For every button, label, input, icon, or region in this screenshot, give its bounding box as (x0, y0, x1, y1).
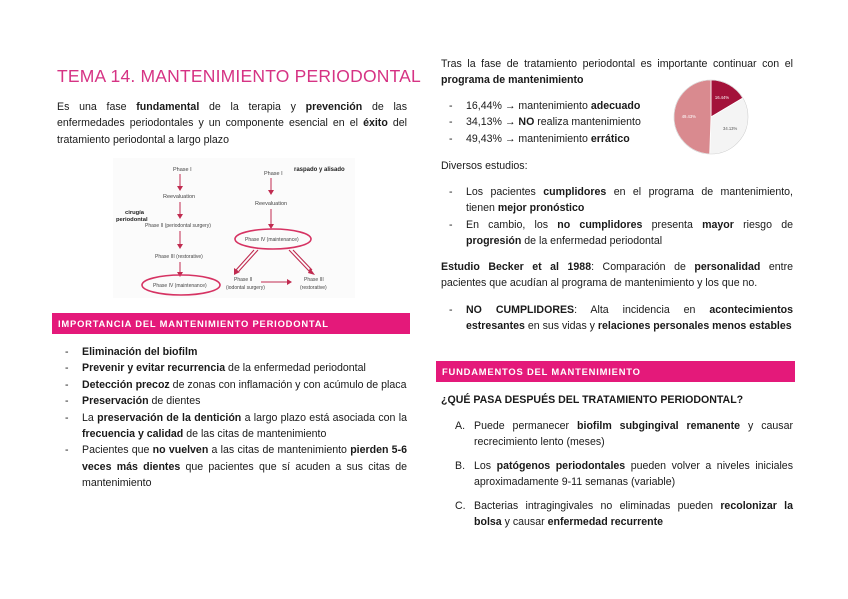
list-item: - La preservación de la dentición a largo plazo está asociada con la frecuencia y calidad de las citas de mantenimiento (57, 410, 407, 443)
list-item: - Eliminación del biofilm (57, 344, 407, 360)
diagram-right-phase2-b: (iodontal surgery) (226, 285, 265, 291)
becker-paragraph: Estudio Becker et al 1988: Comparación de personalidad entre pacientes que acudían al programa de mantenimiento y los que no. (441, 261, 793, 290)
right-intro: Tras la fase de tratamiento periodontal es importante continuar con el programa de mantenimiento (441, 58, 793, 87)
banner-importancia: IMPORTANCIA DEL MANTENIMIENTO PERIODONTAL (52, 313, 410, 334)
becker-list (441, 302, 793, 335)
list-item: C. Bacterias intragingivales no eliminadas pueden recolonizar la bolsa y causar enfermedad recurrente (455, 499, 793, 529)
pie-label: 16.44% (714, 95, 730, 101)
estudios-list (441, 184, 793, 250)
estudios-heading: Diversos estudios: (441, 160, 528, 172)
diagram-label-cirugia-1: cirugía (125, 210, 145, 216)
diagram-left-phase2: Phase II (periodontal surgery) (145, 223, 211, 229)
diagram-left-phase4: Phase IV (maintenance) (153, 283, 207, 289)
diagram-label-raspado: raspado y alisado (294, 167, 345, 173)
diagram-right-reeval: Reevaluation (255, 201, 288, 207)
diagram-left-phase3: Phase III (restorative) (155, 254, 203, 260)
pie-label: 34.13% (723, 125, 738, 131)
list-item: A. Puede permanecer biofilm subgingival remanente y causar recrecimiento lento (meses) (455, 420, 793, 449)
list-item: - Pacientes que no vuelven a las citas de mantenimiento pierden 5-6 veces más dientes que pacientes que sí acuden a sus citas de mantenimiento (57, 442, 407, 491)
list-item: - En cambio, los no cumplidores presenta mayor riesgo de progresión de la enfermedad periodontal (441, 217, 793, 250)
diagram-right-phase3-a: Phase III (304, 277, 324, 283)
list-item: - NO CUMPLIDORES: Alta incidencia en acontecimientos estresantes en sus vidas y relaciones personales menos estables (441, 302, 793, 335)
diagram-left-phase1: Phase I (173, 167, 192, 173)
page-title: TEMA 14. MANTENIMIENTO PERIODONTAL (57, 66, 421, 86)
list-item: - 49,43% → mantenimiento errático (441, 131, 671, 147)
list-item: B. Los patógenos periodontales pueden volver a niveles iniciales aproximadamente 9-11 semanas (variable) (455, 459, 793, 489)
importancia-list (57, 344, 407, 492)
list-item: - Los pacientes cumplidores en el programa de mantenimiento, tienen mejor pronóstico (441, 184, 793, 217)
intro-paragraph: Es una fase fundamental de la terapia y prevención de las enfermedades periodontales y un componente esencial en el éxito del tratamiento periodontal a largo plazo (57, 101, 407, 146)
fundamentos-question: ¿QUÉ PASA DESPUÉS DEL TRATAMIENTO PERIODONTAL? (441, 394, 744, 406)
pie-label: 49.43% (681, 114, 696, 120)
list-item: - 34,13% → NO realiza mantenimiento (441, 114, 671, 130)
diagram-right-phase4: Phase IV (maintenance) (245, 237, 299, 243)
fundamentos-list (441, 418, 793, 537)
list-item: - Detección precoz de zonas con inflamación y con acúmulo de placa (57, 377, 407, 393)
maintenance-pie-chart (672, 78, 750, 156)
phases-diagram (113, 158, 355, 298)
list-item: - Preservación de dientes (57, 393, 407, 409)
list-item: - 16,44% → mantenimiento adecuado (441, 98, 671, 114)
diagram-right-phase3-b: (restorative) (300, 285, 327, 291)
diagram-label-cirugia-2: periodontal (116, 217, 148, 223)
diagram-right-phase2-a: Phase II (234, 277, 253, 283)
list-item: - Prevenir y evitar recurrencia de la enfermedad periodontal (57, 360, 407, 376)
banner-fundamentos: FUNDAMENTOS DEL MANTENIMIENTO (436, 361, 795, 382)
diagram-left-reeval: Reevaluation (163, 194, 196, 200)
diagram-right-phase1: Phase I (264, 171, 283, 177)
stats-list (441, 98, 671, 147)
